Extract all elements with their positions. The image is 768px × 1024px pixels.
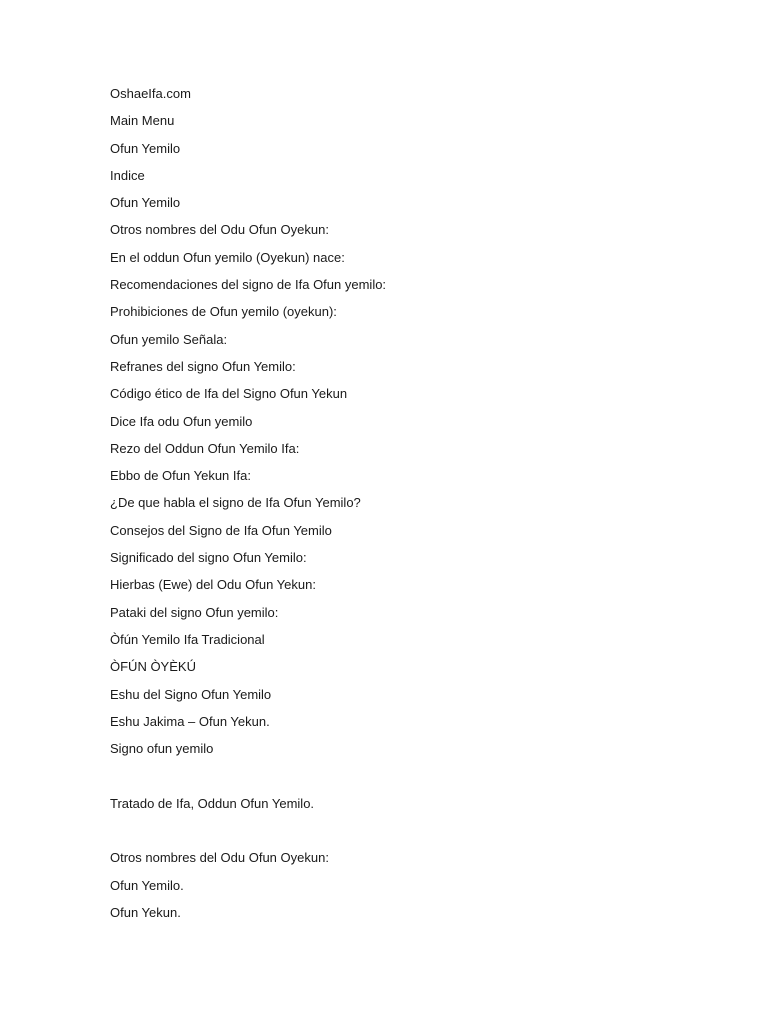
site-name: OshaeIfa.com — [110, 86, 191, 101]
spacer — [110, 822, 730, 849]
index-item: Significado del signo Ofun Yemilo: — [110, 550, 307, 566]
index-item: Consejos del Signo de Ifa Ofun Yemilo — [110, 522, 332, 538]
index-item: Rezo del Oddun Ofun Yemilo Ifa: — [110, 440, 300, 456]
index-item: Ebbo de Ofun Yekun Ifa: — [110, 468, 251, 484]
index-item: Prohibiciones de Ofun yemilo (oyekun): — [110, 304, 337, 320]
index-item: Eshu Jakima – Ofun Yekun. — [110, 713, 270, 729]
index-item: Otros nombres del Odu Ofun Oyekun: — [110, 222, 329, 238]
index-item: Código ético de Ifa del Signo Ofun Yekun — [110, 386, 348, 402]
index-item: En el oddun Ofun yemilo (Oyekun) nace: — [110, 249, 345, 265]
index-item: Recomendaciones del signo de Ifa Ofun yemilo: — [110, 277, 387, 293]
index-item: Hierbas (Ewe) del Odu Ofun Yekun: — [110, 577, 316, 593]
index-item: Ofun yemilo Señala: — [110, 331, 228, 347]
index-item: Dice Ifa odu Ofun yemilo — [110, 413, 253, 429]
alternate-name: Ofun Yemilo. — [110, 877, 184, 893]
index-item: ÒFÚN ÒYÈKÚ — [110, 659, 196, 675]
index-item: Eshu del Signo Ofun Yemilo — [110, 686, 272, 702]
index-item: Refranes del signo Ofun Yemilo: — [110, 358, 296, 374]
main-menu-label: Main Menu — [110, 113, 175, 129]
index-item: Òfún Yemilo Ifa Tradicional — [110, 631, 265, 647]
section-subheading: Otros nombres del Odu Ofun Oyekun: — [110, 850, 329, 866]
index-item: ¿De que habla el signo de Ifa Ofun Yemilo? — [110, 495, 361, 511]
index-item: Ofun Yemilo — [110, 195, 181, 211]
index-item: Pataki del signo Ofun yemilo: — [110, 604, 279, 620]
section-title: Tratado de Ifa, Oddun Ofun Yemilo. — [110, 795, 315, 811]
alternate-name: Ofun Yekun. — [110, 904, 181, 920]
spacer — [110, 767, 730, 794]
document-page — [110, 85, 730, 931]
page-heading: Ofun Yemilo — [110, 140, 181, 156]
index-label: Indice — [110, 167, 145, 183]
index-item: Signo ofun yemilo — [110, 741, 214, 757]
